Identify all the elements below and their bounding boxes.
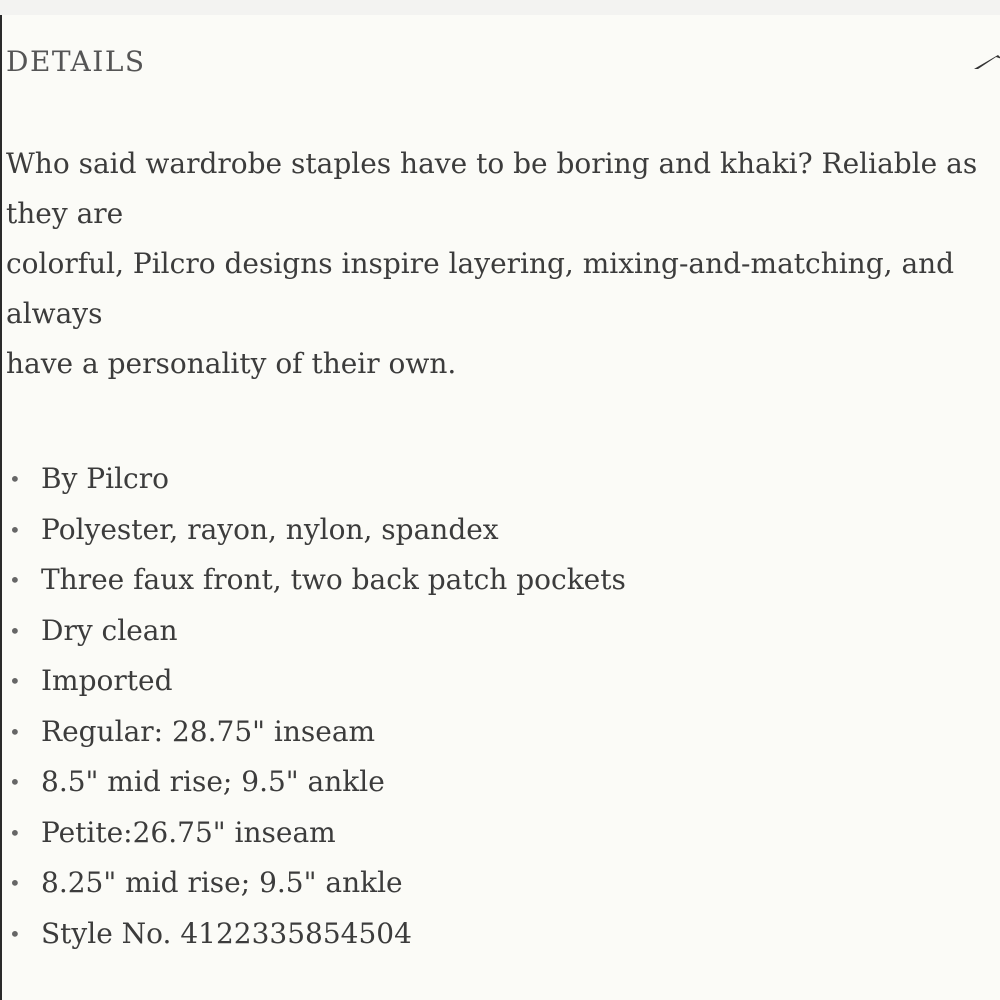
list-item-text: Three faux front, two back patch pockets	[41, 563, 626, 596]
details-bullet-list	[6, 454, 626, 959]
description-line: Who said wardrobe staples have to be boring and khaki? Reliable as	[6, 147, 978, 180]
list-item	[6, 555, 626, 606]
list-item-text: Regular: 28.75" inseam	[41, 714, 376, 748]
list-item	[6, 505, 626, 556]
description-line: they are	[6, 197, 124, 230]
list-item-text: By Pilcro	[41, 462, 169, 495]
list-item	[6, 909, 626, 960]
chevron-up-icon[interactable]	[972, 51, 1000, 75]
description-line: colorful, Pilcro designs inspire layering, mixing-and-matching, and	[6, 247, 955, 280]
details-description	[6, 139, 996, 389]
bullet-icon: •	[9, 568, 21, 592]
list-item-text: Dry clean	[41, 613, 178, 647]
left-border-rule	[0, 15, 2, 1000]
list-item	[6, 757, 626, 808]
list-item-text: Polyester, rayon, nylon, spandex	[41, 512, 499, 546]
bullet-icon: •	[9, 467, 21, 491]
description-line: have a personality of their own.	[6, 347, 457, 380]
list-item-text: 8.5" mid rise; 9.5" ankle	[41, 765, 385, 798]
details-title: DETAILS	[6, 45, 146, 78]
bullet-icon: •	[9, 770, 21, 794]
list-item-text: 8.25" mid rise; 9.5" ankle	[41, 866, 403, 899]
list-item	[6, 808, 626, 859]
bullet-icon: •	[9, 517, 21, 542]
list-item	[6, 656, 626, 707]
bullet-icon: •	[9, 871, 21, 895]
bullet-icon: •	[9, 618, 21, 643]
list-item	[6, 707, 626, 758]
list-item-text: Petite:26.75" inseam	[41, 815, 336, 849]
bullet-icon: •	[9, 921, 21, 946]
bullet-icon: •	[9, 719, 21, 744]
description-line: always	[6, 297, 103, 330]
top-strip	[0, 0, 1000, 15]
details-panel	[6, 15, 1000, 1000]
list-item	[6, 858, 626, 909]
list-item	[6, 606, 626, 657]
bullet-icon: •	[9, 820, 21, 845]
list-item	[6, 454, 626, 505]
details-accordion-header[interactable]	[6, 45, 1000, 85]
list-item-text: Style No. 4122335854504	[41, 916, 412, 950]
list-item-text: Imported	[41, 664, 173, 697]
bullet-icon: •	[9, 669, 21, 693]
